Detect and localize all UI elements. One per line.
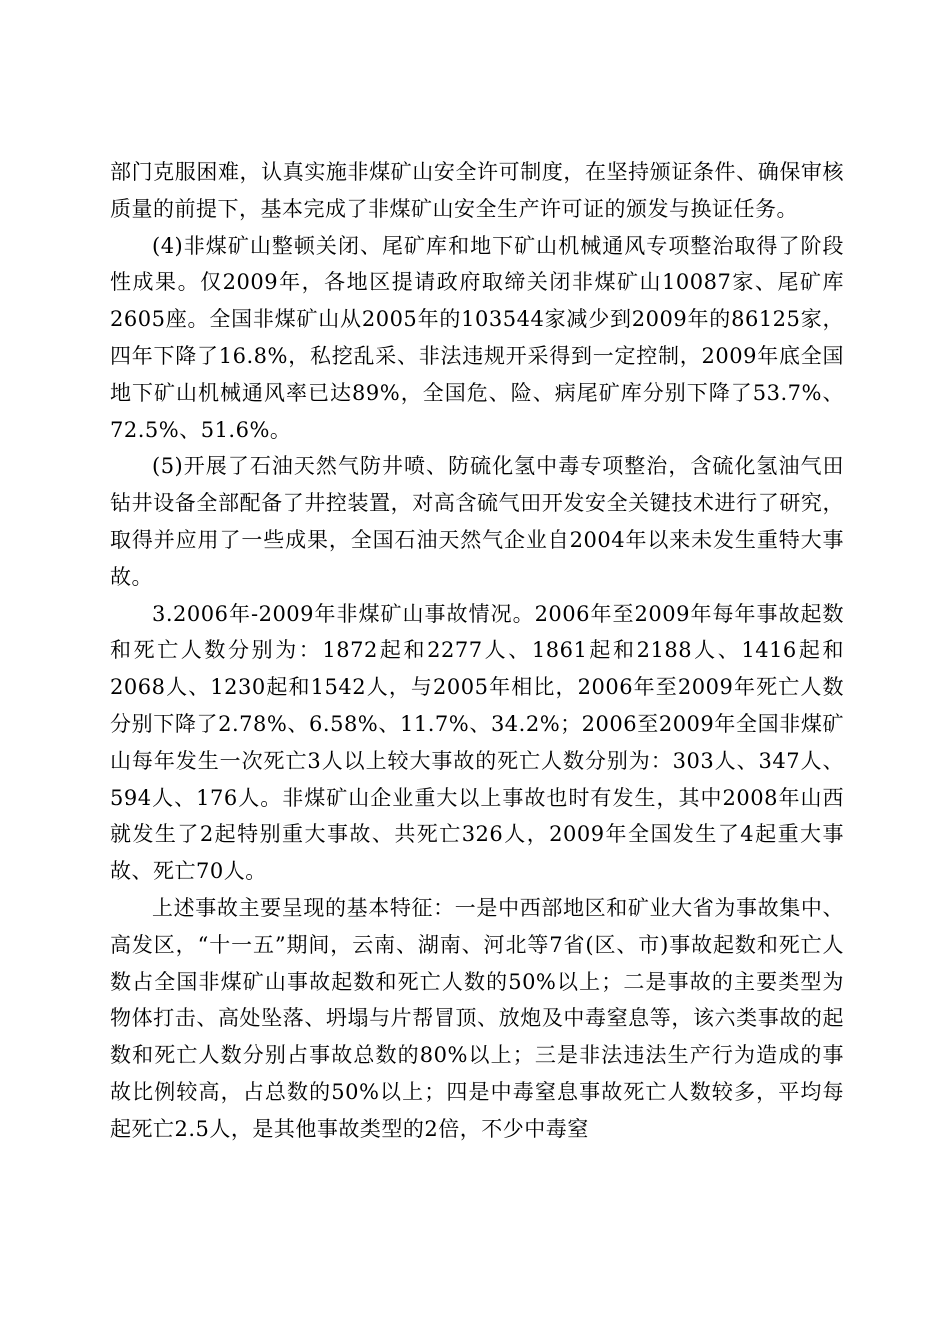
paragraph-item-4: (4)非煤矿山整顿关闭、尾矿库和地下矿山机械通风专项整治取得了阶段性成果。仅2009年，各地区提请政府取缔关闭非煤矿山10087家、尾矿库2605座。全国非煤矿山从2005年的103544家减少到2009年的86125家，四年下降了16.8%，私挖乱采、非法违规开采得到一定控制，2009年底全国地下矿山机械通风率已达89%，全国危、险、病尾矿库分别下降了53.7%、72.5%、51.6%。	[110, 233, 844, 442]
paragraph-item-5: (5)开展了石油天然气防井喷、防硫化氢中毒专项整治，含硫化氢油气田钻井设备全部配备了井控装置，对高含硫气田开发安全关键技术进行了研究，取得并应用了一些成果，全国石油天然气企业自2004年以来未发生重特大事故。	[110, 454, 844, 589]
paragraph-continuation: 部门克服困难，认真实施非煤矿山安全许可制度，在坚持颁证条件、确保审核质量的前提下，基本完成了非煤矿山安全生产许可证的颁发与换证任务。	[110, 160, 844, 221]
paragraph-section-3: 3.2006年-2009年非煤矿山事故情况。2006年至2009年每年事故起数和死亡人数分别为：1872起和2277人、1861起和2188人、1416起和2068人、1230起和1542人，与2005年相比，2006年至2009年死亡人数分别下降了2.78%、6.58%、11.7%、34.2%；2006至2009年全国非煤矿山每年发生一次死亡3人以上较大事故的死亡人数分别为：303人、347人、594人、176人。非煤矿山企业重大以上事故也时有发生，其中2008年山西就发生了2起特别重大事故、共死亡326人，2009年全国发生了4起重大事故、死亡70人。	[110, 601, 844, 884]
document-page	[110, 154, 844, 1148]
paragraph-characteristics: 上述事故主要呈现的基本特征：一是中西部地区和矿业大省为事故集中、高发区，“十一五”期间，云南、湖南、河北等7省(区、市)事故起数和死亡人数占全国非煤矿山事故起数和死亡人数的50%以上；二是事故的主要类型为物体打击、高处坠落、坍塌与片帮冒顶、放炮及中毒窒息等，该六类事故的起数和死亡人数分别占事故总数的80%以上；三是非法违法生产行为造成的事故比例较高，占总数的50%以上；四是中毒窒息事故死亡人数较多，平均每起死亡2.5人，是其他事故类型的2倍，不少中毒窒	[110, 895, 844, 1141]
